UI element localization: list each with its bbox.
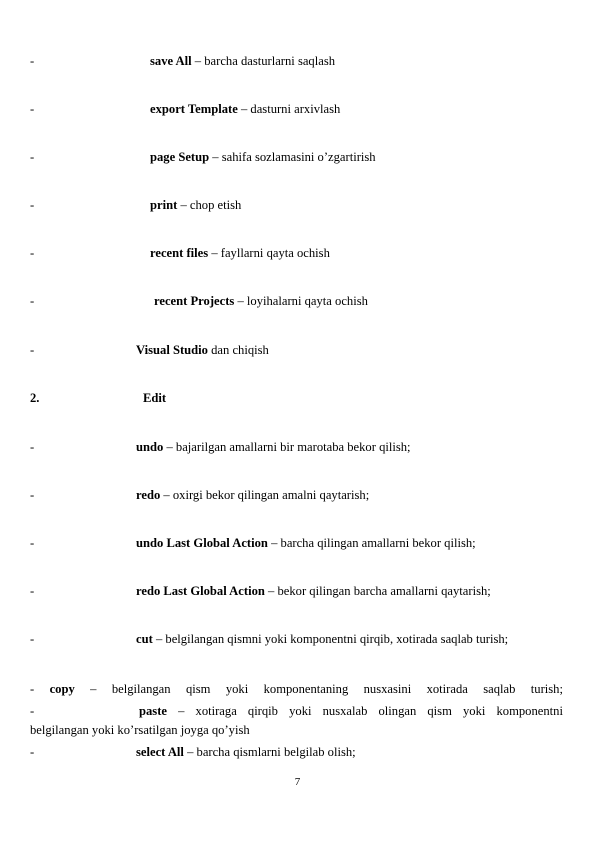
section-title: Edit	[143, 391, 167, 405]
term: page Setup	[150, 150, 210, 164]
term: print	[150, 198, 178, 212]
term: undo	[136, 440, 164, 454]
term: redo	[136, 488, 161, 502]
term: copy	[49, 682, 75, 696]
description: – chop etish	[177, 198, 242, 212]
description: – oxirgi bekor qilingan amalni qaytarish;	[160, 488, 370, 502]
term: recent files	[150, 246, 209, 260]
term: export Template	[150, 102, 238, 116]
term: Visual Studio	[136, 343, 208, 357]
description: – barcha qilingan amallarni bekor qilish;	[267, 536, 476, 550]
description: – bajarilgan amallarni bir marotaba bekor qilish;	[163, 440, 411, 454]
term: paste	[139, 704, 167, 718]
paste-continuation: belgilangan yoki ko’rsatilgan joyga qo’yish	[30, 723, 250, 737]
description: – bekor qilingan barcha amallarni qaytarish;	[264, 584, 491, 598]
description: – loyihalarni qayta ochish	[234, 294, 368, 308]
page-number: 7	[294, 776, 301, 788]
description: – dasturni arxivlash	[237, 102, 341, 116]
description: dan chiqish	[207, 343, 269, 357]
section-number: 2.	[30, 391, 40, 405]
term: undo Last Global Action	[136, 536, 268, 550]
term: recent Projects	[154, 294, 235, 308]
term: save All	[150, 54, 192, 68]
description: – belgilangan qismni yoki komponentni qirqib, xotirada saqlab turish;	[152, 632, 509, 646]
description: – barcha qismlarni belgilab olish;	[183, 745, 356, 759]
term: select All	[136, 745, 184, 759]
list-item-copy: - copy – belgilangan qism yoki komponentaning nusxasini xotirada saqlab turish;	[30, 682, 563, 696]
description: – barcha dasturlarni saqlash	[191, 54, 336, 68]
description: – sahifa sozlamasini o’zgartirish	[209, 150, 376, 164]
description: – fayllarni qayta ochish	[208, 246, 330, 260]
list-item-paste: - paste – xotiraga qirqib yoki nusxalab olingan qism yoki komponentni	[30, 704, 563, 718]
term: cut	[136, 632, 153, 646]
term: redo Last Global Action	[136, 584, 265, 598]
